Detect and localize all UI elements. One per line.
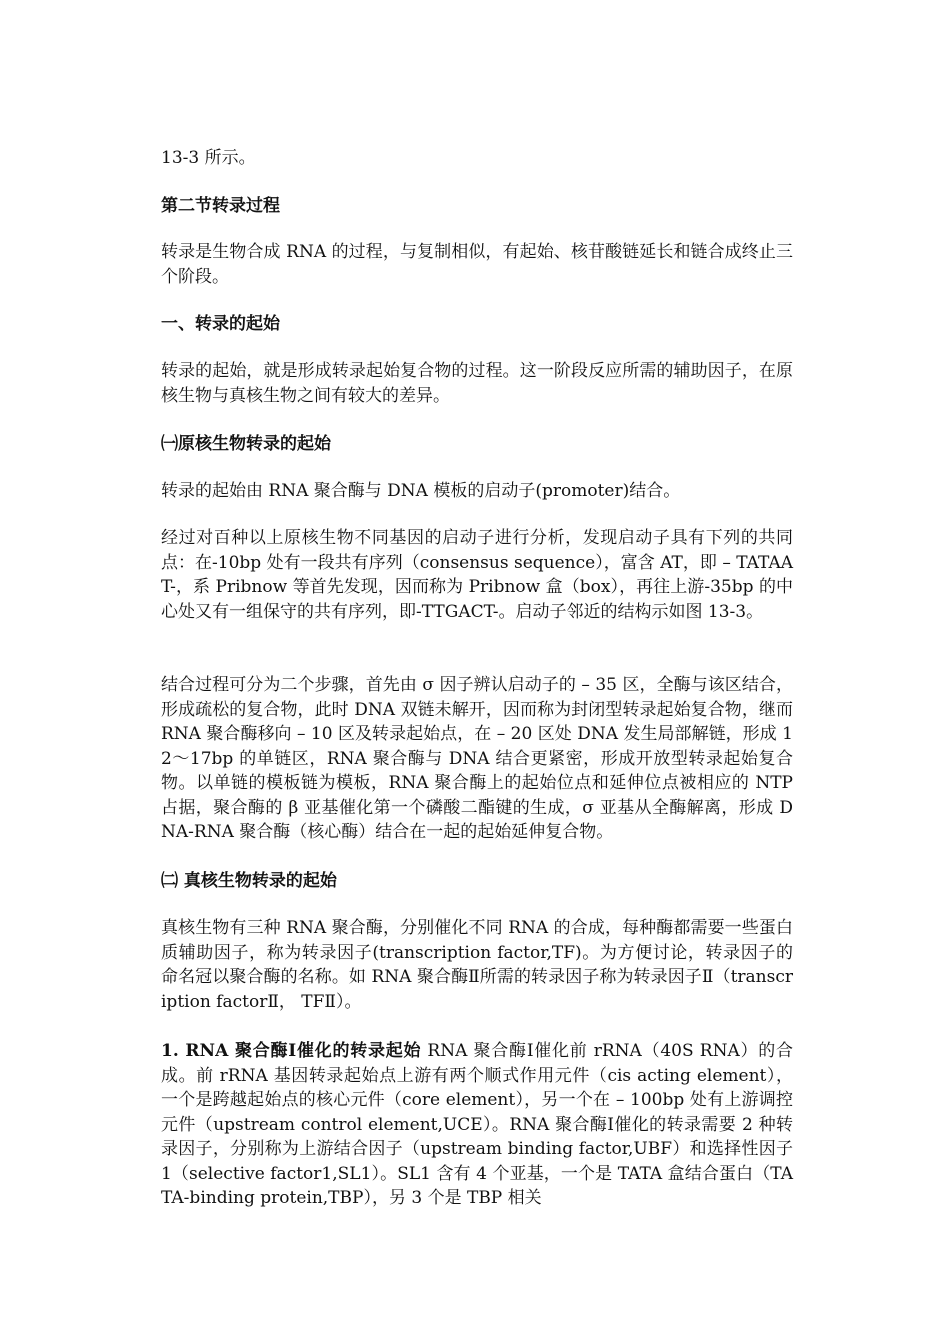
paragraph-transcription-factors: 真核生物有三种 RNA 聚合酶，分别催化不同 RNA 的合成，每种酶都需要一些蛋白质辅助因子，称为转录因子(transcription factor,TF)。为方便讨论，转录因子的命名冠以聚合酶的名称。如 RNA 聚合酶Ⅱ所需的转录因子称为转录因子Ⅱ（transcription factorⅡ， TFⅡ）。	[161, 918, 793, 1012]
paragraph-figure-reference: 13-3 所示。	[161, 148, 256, 168]
subsection-heading: 一、转录的起始	[161, 314, 280, 334]
subsection-heading-prokaryote: ㈠原核生物转录的起始	[161, 434, 331, 454]
section-heading: 第二节转录过程	[161, 196, 280, 216]
paragraph-initiation: 转录的起始，就是形成转录起始复合物的过程。这一阶段反应所需的辅助因子，在原核生物与真核生物之间有较大的差异。	[161, 361, 793, 406]
paragraph-consensus: 经过对百种以上原核生物不同基因的启动子进行分析，发现启动子具有下列的共同点：在-10bp 处有一段共有序列（consensus sequence），富含 AT，即 – TATAAT-，系 Pribnow 等首先发现，因而称为 Pribnow 盒（box），再往上游-35bp 的中心处又有一组保守的共有序列，即-TTGACT-。启动子邻近的结构示如图 13-3。	[161, 528, 793, 622]
paragraph-body: RNA 聚合酶Ⅰ催化前 rRNA（40S RNA）的合成。前 rRNA 基因转录起始点上游有两个顺式作用元件（cis acting element），一个是跨越起始点的核心元件（core element），另一个在 – 100bp 处有上游调控元件（upstream control element,UCE）。RNA 聚合酶Ⅰ催化的转录需要 2 种转录因子，分别称为上游结合因子（upstream binding factor,UBF）和选择性因子 1（selective factor1,SL1）。SL1 含有 4 个亚基，一个是 TATA 盒结合蛋白（TATA-binding protein,TBP），另 3 个是 TBP 相关	[161, 1041, 793, 1208]
paragraph-lead-in: 1. RNA 聚合酶Ⅰ催化的转录起始	[161, 1041, 422, 1061]
paragraph-promoter: 转录的起始由 RNA 聚合酶与 DNA 模板的启动子(promoter)结合。	[161, 481, 681, 501]
paragraph-binding-steps: 结合过程可分为二个步骤，首先由 σ 因子辨认启动子的 – 35 区，全酶与该区结合，形成疏松的复合物，此时 DNA 双链未解开，因而称为封闭型转录起始复合物，继而 RNA 聚合酶移向 – 10 区及转录起始点，在 – 20 区处 DNA 发生局部解链，形成 12～17bp 的单链区，RNA 聚合酶与 DNA 结合更紧密，形成开放型转录起始复合物。以单链的模板链为模板，RNA 聚合酶上的起始位点和延伸位点被相应的 NTP 占据，聚合酶的 β 亚基催化第一个磷酸二酯键的生成，σ 亚基从全酶解离，形成 DNA-RNA 聚合酶（核心酶）结合在一起的起始延伸复合物。	[161, 675, 793, 842]
subsection-heading-eukaryote: ㈡ 真核生物转录的起始	[161, 871, 337, 891]
paragraph-rna-pol-i	[161, 1039, 793, 1211]
paragraph-intro: 转录是生物合成 RNA 的过程，与复制相似，有起始、核苷酸链延长和链合成终止三个阶段。	[161, 242, 793, 287]
